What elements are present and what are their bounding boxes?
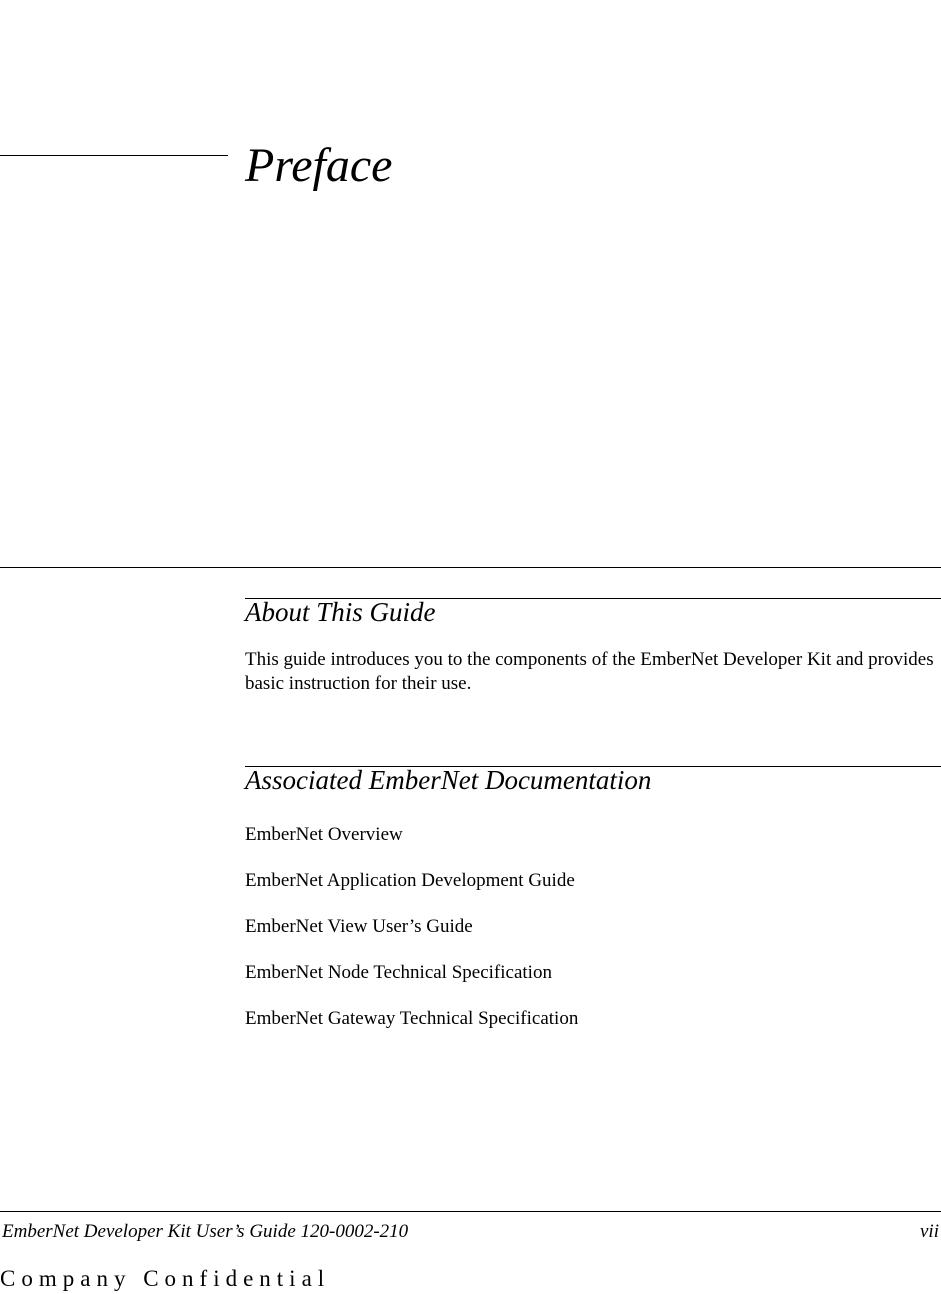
footer-doc-title: EmberNet Developer Kit User’s Guide 120-0002-210 [2, 1221, 409, 1242]
doc-list-item: EmberNet Gateway Technical Specification [245, 1008, 579, 1029]
doc-list-item: EmberNet View User’s Guide [245, 916, 473, 937]
company-confidential-label: Company Confidential [0, 1266, 331, 1291]
about-heading: About This Guide [245, 597, 436, 627]
section-divider [0, 567, 941, 568]
footer-rule [0, 1211, 941, 1212]
doc-list-item: EmberNet Overview [245, 824, 403, 845]
docs-heading: Associated EmberNet Documentation [245, 765, 652, 795]
page-title: Preface [245, 139, 393, 192]
doc-list-item: EmberNet Node Technical Specification [245, 962, 552, 983]
doc-list-item: EmberNet Application Development Guide [245, 870, 575, 891]
about-body: This guide introduces you to the components of the EmberNet Developer Kit and provides basic instruction for their use. [245, 649, 934, 694]
title-rule [0, 155, 228, 156]
footer-page-number: vii [920, 1221, 939, 1242]
